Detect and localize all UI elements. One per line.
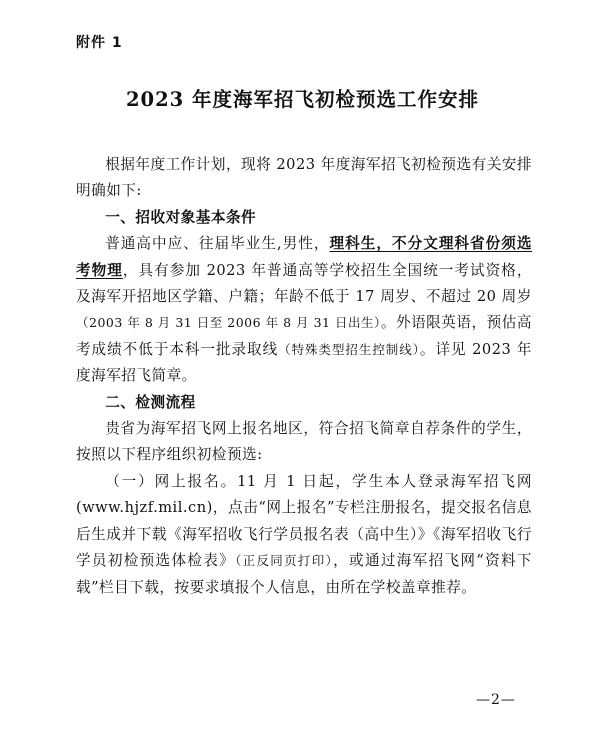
- attachment-label: 附件 1: [76, 35, 123, 51]
- online-registration-text-a: （一）网上报名。11 月 1 日起，学生本人登录海军招飞网 (www.hjzf.mil.cn)，点击“网上报名”专栏注册报名，提交报名信息后生成并下载《海军招收飞行学员报名表（高中生）》《海军招收飞行学员初检预选体检表》: [76, 472, 532, 570]
- score-line-note: （特殊类型招生控制线）: [278, 341, 420, 357]
- intro-paragraph: 根据年度工作计划，现将 2023 年度海军招飞初检预选有关安排明确如下:: [76, 156, 532, 200]
- online-registration-text-b: ，或通过海军招飞网“资料下载”栏目下载，按要求填报个人信息，由所在学校盖章推荐。: [76, 552, 532, 596]
- eligibility-text-c: 。外语限英语，预估高考成绩不低于本科一批录取线: [76, 314, 532, 358]
- page-number: —2—: [476, 692, 516, 708]
- eligibility-paragraph: [76, 231, 532, 389]
- birth-range-note: （2003 年 8 月 31 日至 2006 年 8 月 31 日出生）: [76, 315, 381, 331]
- document-title: 2023 年度海军招飞初检预选工作安排: [125, 88, 480, 111]
- print-note: （正反同页打印）: [235, 553, 334, 569]
- eligibility-text-d: 。详见 2023 年度海军招飞简章。: [76, 340, 532, 385]
- subject-requirement-highlight: 理科生，不分文理科省份须选考物理: [76, 235, 532, 279]
- eligibility-text-b: ，具有参加 2023 年普通高等学校招生全国统一考试资格，及海军开招地区学籍、户籍；年龄不低于 17 周岁、不超过 20 周岁: [76, 261, 532, 306]
- document-body: [76, 152, 532, 601]
- process-paragraph: 贵省为海军招飞网上报名地区，符合招飞简章自荐条件的学生，按照以下程序组织初检预选:: [76, 420, 532, 464]
- section-heading-process: 二、检测流程: [105, 393, 196, 411]
- section-heading-eligibility: 一、招收对象基本条件: [105, 208, 257, 226]
- online-registration-paragraph: [76, 469, 532, 601]
- eligibility-text-a: 普通高中应、往届毕业生,男性，: [105, 235, 330, 253]
